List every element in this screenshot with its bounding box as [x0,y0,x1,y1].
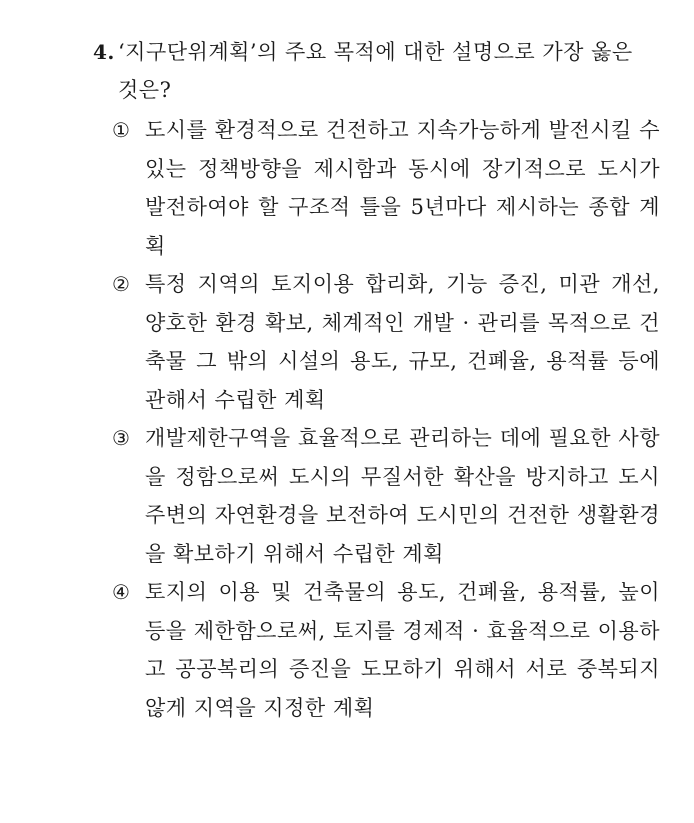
option-2[interactable] [0,265,694,419]
question-number: 4. [93,40,115,64]
option-4-mark: ④ [112,580,131,604]
question-text: ‘지구단위계획’의 주요 목적에 대한 설명으로 가장 옳은 것은? [118,40,633,102]
question-stem [0,0,694,109]
option-1-text: 도시를 환경적으로 건전하고 지속가능하게 발전시킬 수 있는 정책방향을 제시함과 동시에 장기적으로 도시가 발전하여야 할 구조적 틀을 5년마다 제시하는 종합 계획 [145,118,660,258]
option-3[interactable] [0,419,694,573]
option-4-text: 토지의 이용 및 건축물의 용도, 건폐율, 용적률, 높이 등을 제한함으로써, 토지를 경제적 · 효율적으로 이용하고 공공복리의 증진을 도모하기 위해서 서로 중복되지 않게 지역을 지정한 계획 [145,580,660,720]
option-2-text: 특정 지역의 토지이용 합리화, 기능 증진, 미관 개선, 양호한 환경 확보, 체계적인 개발 · 관리를 목적으로 건축물 그 밖의 시설의 용도, 규모, 건폐율, 용적률 등에 관해서 수립한 계획 [145,272,660,412]
option-3-text: 개발제한구역을 효율적으로 관리하는 데에 필요한 사항을 정함으로써 도시의 무질서한 확산을 방지하고 도시 주변의 자연환경을 보전하여 도시민의 건전한 생활환경을 확보하기 위해서 수립한 계획 [145,426,660,566]
option-4[interactable] [0,573,694,727]
option-1[interactable] [0,111,694,265]
option-2-mark: ② [112,272,131,296]
option-3-mark: ③ [112,426,131,450]
option-list [0,111,694,727]
option-1-mark: ① [112,118,131,142]
